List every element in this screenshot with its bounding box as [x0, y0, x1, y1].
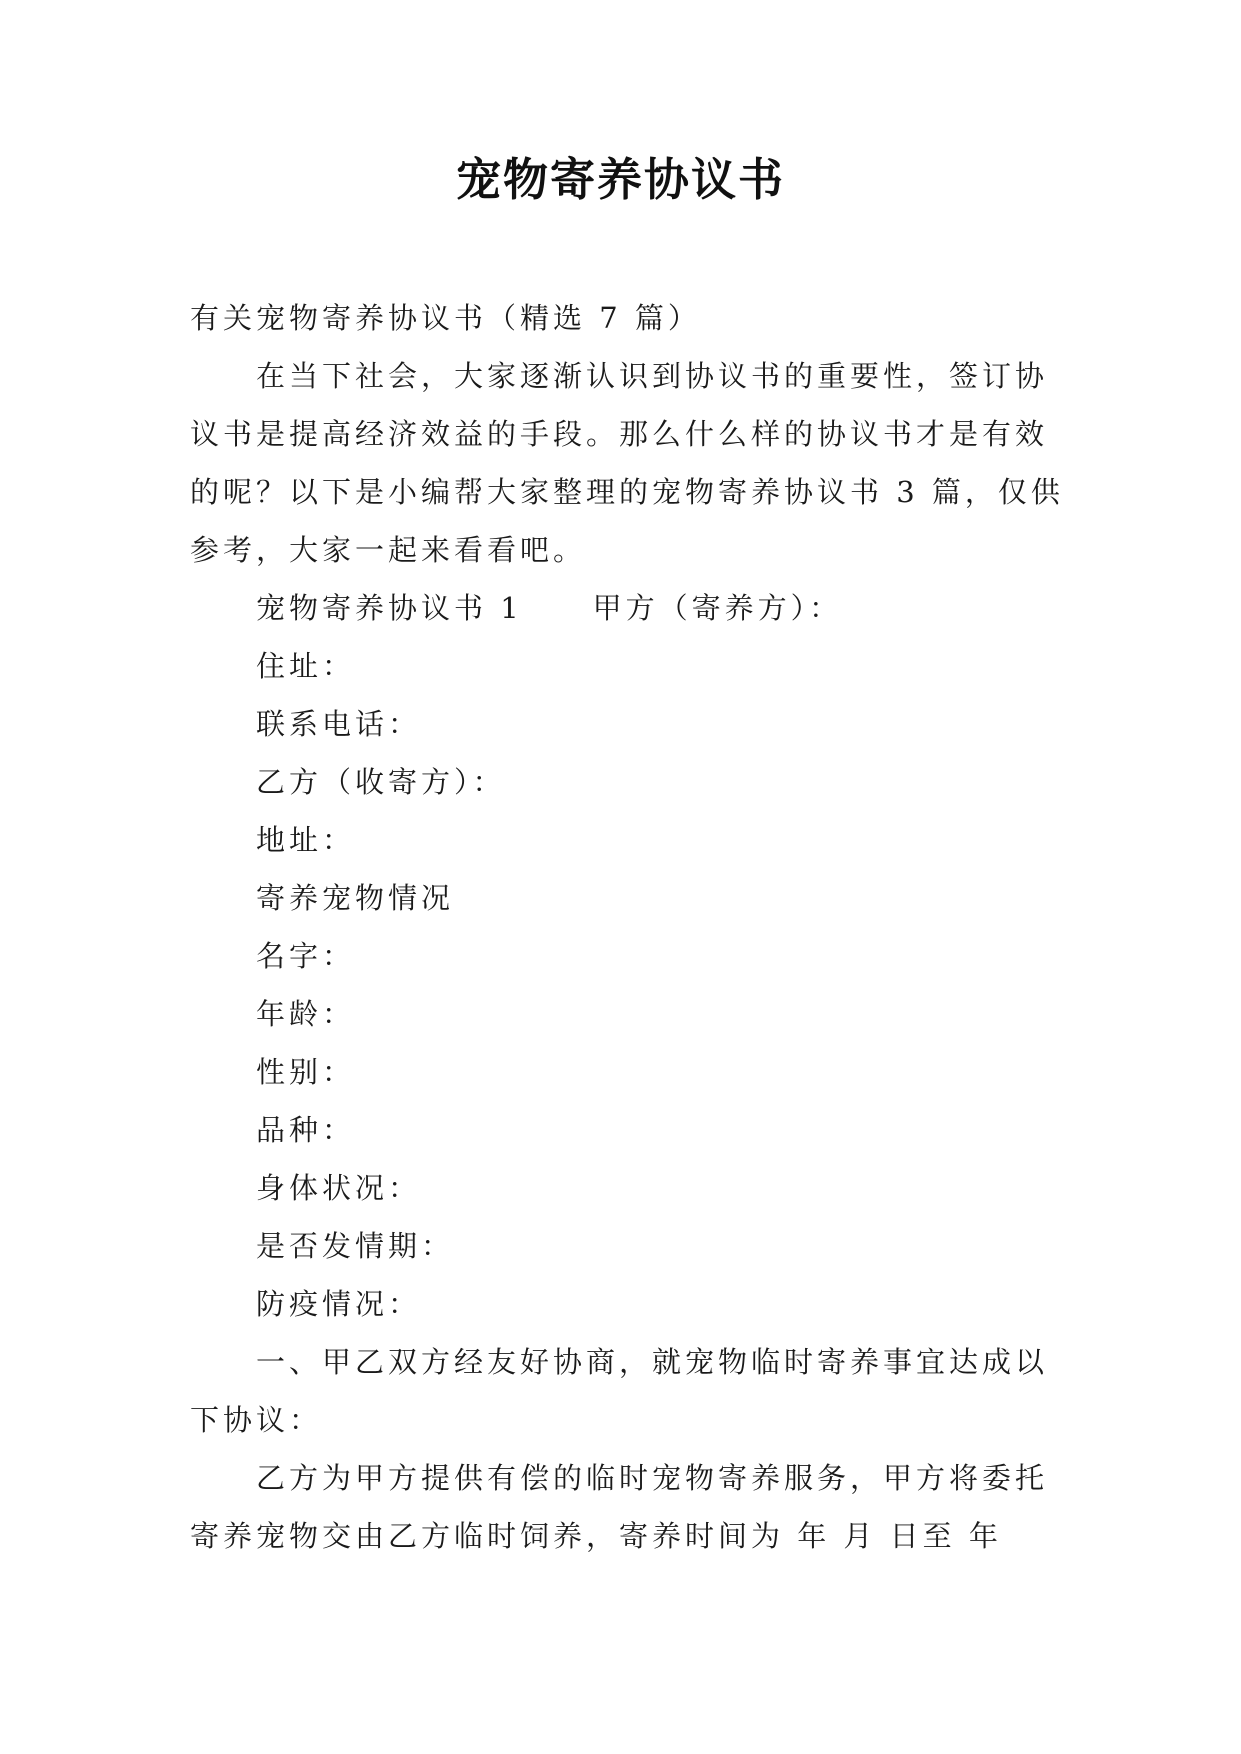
pet-estrus-field: 是否发情期：: [256, 1229, 455, 1263]
pet-info-heading: 寄养宠物情况: [256, 881, 455, 915]
address-b-field: 地址：: [256, 823, 356, 857]
intro-paragraph: 在当下社会，大家逐渐认识到协议书的重要性，签订协议书是提高经济效益的手段。那么什么样的协议书才是有效的呢？以下是小编帮大家整理的宠物寄养协议书 3 篇，仅供参考，大家一起来看看吧。: [190, 359, 1064, 567]
pet-gender-field: 性别：: [256, 1055, 356, 1089]
party-b-field: 乙方（收寄方）：: [256, 765, 506, 799]
section-heading: 宠物寄养协议书 1: [256, 591, 523, 625]
clause-1-text: 乙方为甲方提供有偿的临时宠物寄养服务，甲方将委托寄养宠物交由乙方临时饲养，寄养时间为 年 月 日至 年: [190, 1461, 1049, 1553]
party-a-label: 甲方（寄养方）：: [592, 591, 843, 625]
pet-age-field: 年龄：: [256, 997, 356, 1031]
phone-field: 联系电话：: [256, 707, 422, 741]
address-a-field: 住址：: [256, 649, 356, 683]
pet-breed-field: 品种：: [256, 1113, 356, 1147]
clause-1-heading: 一、甲乙双方经友好协商，就宠物临时寄养事宜达成以下协议：: [190, 1345, 1049, 1437]
section-heading-line: [190, 579, 1070, 637]
subtitle-line: 有关宠物寄养协议书（精选 7 篇）: [190, 301, 701, 335]
pet-health-field: 身体状况：: [256, 1171, 422, 1205]
pet-name-field: 名字：: [256, 939, 356, 973]
document-title: 宠物寄养协议书: [455, 153, 785, 206]
document-body: [190, 289, 1070, 1565]
pet-vaccination-field: 防疫情况：: [256, 1287, 422, 1321]
